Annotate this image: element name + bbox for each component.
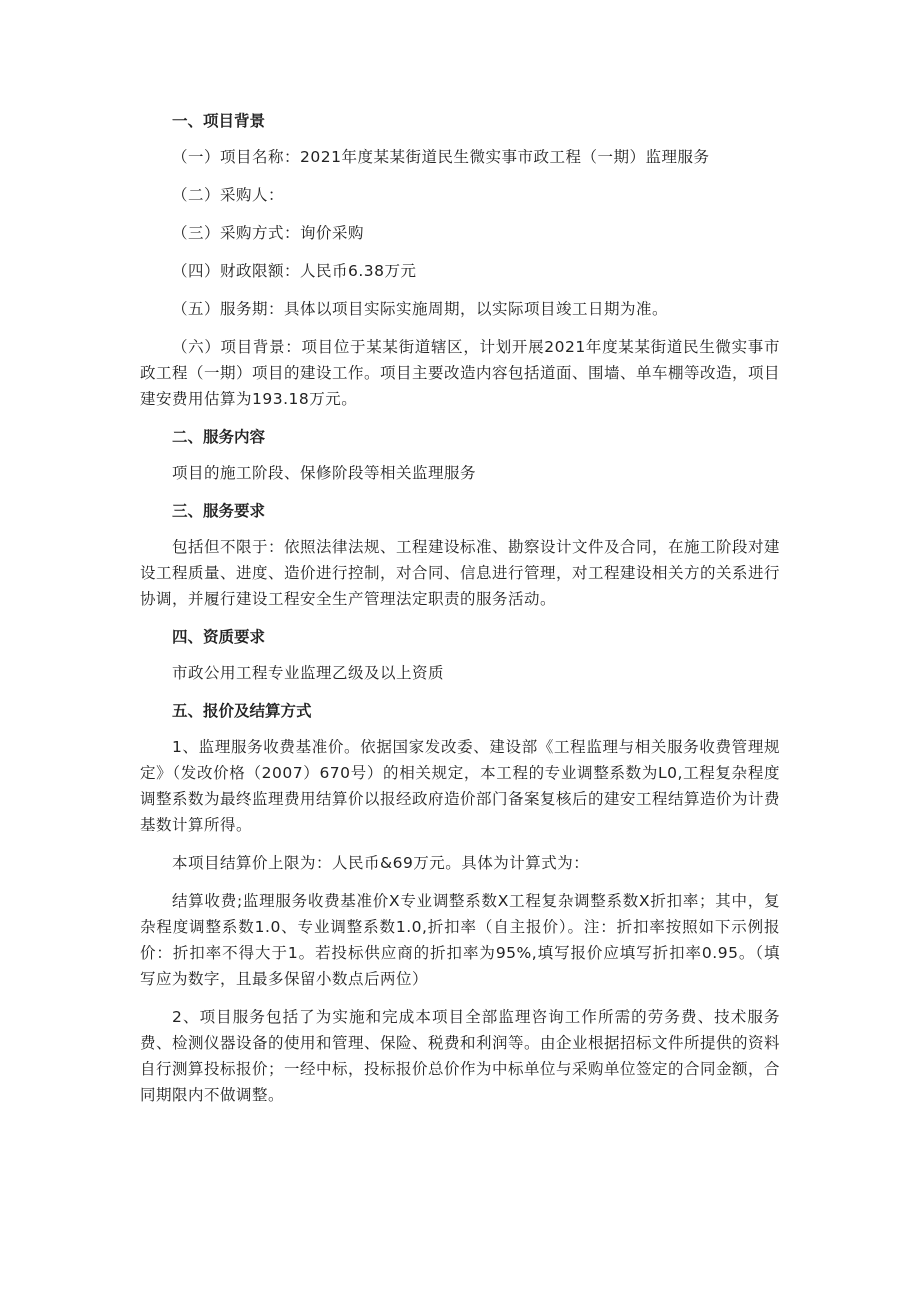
purchase-method: （三）采购方式：询价采购	[172, 224, 365, 242]
project-background: （六）项目背景：项目位于某某街道辖区，计划开展2021年度某某街道民生微实事市政工程（一期）项目的建设工作。项目主要改造内容包括道面、围墙、单车棚等改造，项目建安费用估算为193.18万元。	[140, 338, 781, 408]
pricing-paragraph-2: 本项目结算价上限为：人民币&69万元。具体为计算式为：	[172, 854, 590, 872]
section-4-title: 四、资质要求	[172, 628, 266, 646]
pricing-paragraph-3: 结算收费;监理服务收费基准价X专业调整系数X工程复杂调整系数X折扣率；其中，复杂程度调整系数1.0、专业调整系数1.0,折扣率（自主报价）。注：折扣率按照如下示例报价：折扣率不得大于1。若投标供应商的折扣率为95%,填写报价应填写折扣率0.95。（填写应为数字，且最多保留小数点后两位）	[140, 892, 780, 988]
pricing-paragraph-4: 2、项目服务包括了为实施和完成本项目全部监理咨询工作所需的劳务费、技术服务费、检测仪器设备的使用和管理、保险、税费和利润等。由企业根据招标文件所提供的资料自行测算投标报价；一经中标，投标报价总价作为中标单位与采购单位签定的合同金额，合同期限内不做调整。	[140, 1008, 781, 1104]
section-3-title: 三、服务要求	[172, 502, 266, 520]
project-name: （一）项目名称：2021年度某某街道民生微实事市政工程（一期）监理服务	[172, 148, 710, 166]
qualification-requirements: 市政公用工程专业监理乙级及以上资质	[172, 664, 445, 682]
service-content: 项目的施工阶段、保修阶段等相关监理服务	[172, 464, 477, 482]
section-5-title: 五、报价及结算方式	[172, 702, 312, 720]
pricing-paragraph-1: 1、监理服务收费基准价。依据国家发改委、建设部《工程监理与相关服务收费管理规定》（发改价格（2007）670号）的相关规定，本工程的专业调整系数为L0,工程复杂程度调整系数为最终监理费用结算价以报经政府造价部门备案复核后的建安工程结算造价为计费基数计算所得。	[140, 738, 781, 834]
purchaser: （二）采购人：	[172, 186, 285, 204]
budget-limit: （四）财政限额：人民币6.38万元	[172, 262, 417, 280]
service-requirements: 包括但不限于：依照法律法规、工程建设标准、勘察设计文件及合同，在施工阶段对建设工程质量、进度、造价进行控制，对合同、信息进行管理，对工程建设相关方的关系进行协调，并履行建设工程安全生产管理法定职责的服务活动。	[140, 538, 781, 608]
section-2-title: 二、服务内容	[172, 428, 266, 446]
section-1-title: 一、项目背景	[172, 112, 266, 130]
document-page	[140, 108, 780, 1120]
service-period: （五）服务期：具体以项目实际实施周期，以实际项目竣工日期为准。	[172, 300, 669, 318]
